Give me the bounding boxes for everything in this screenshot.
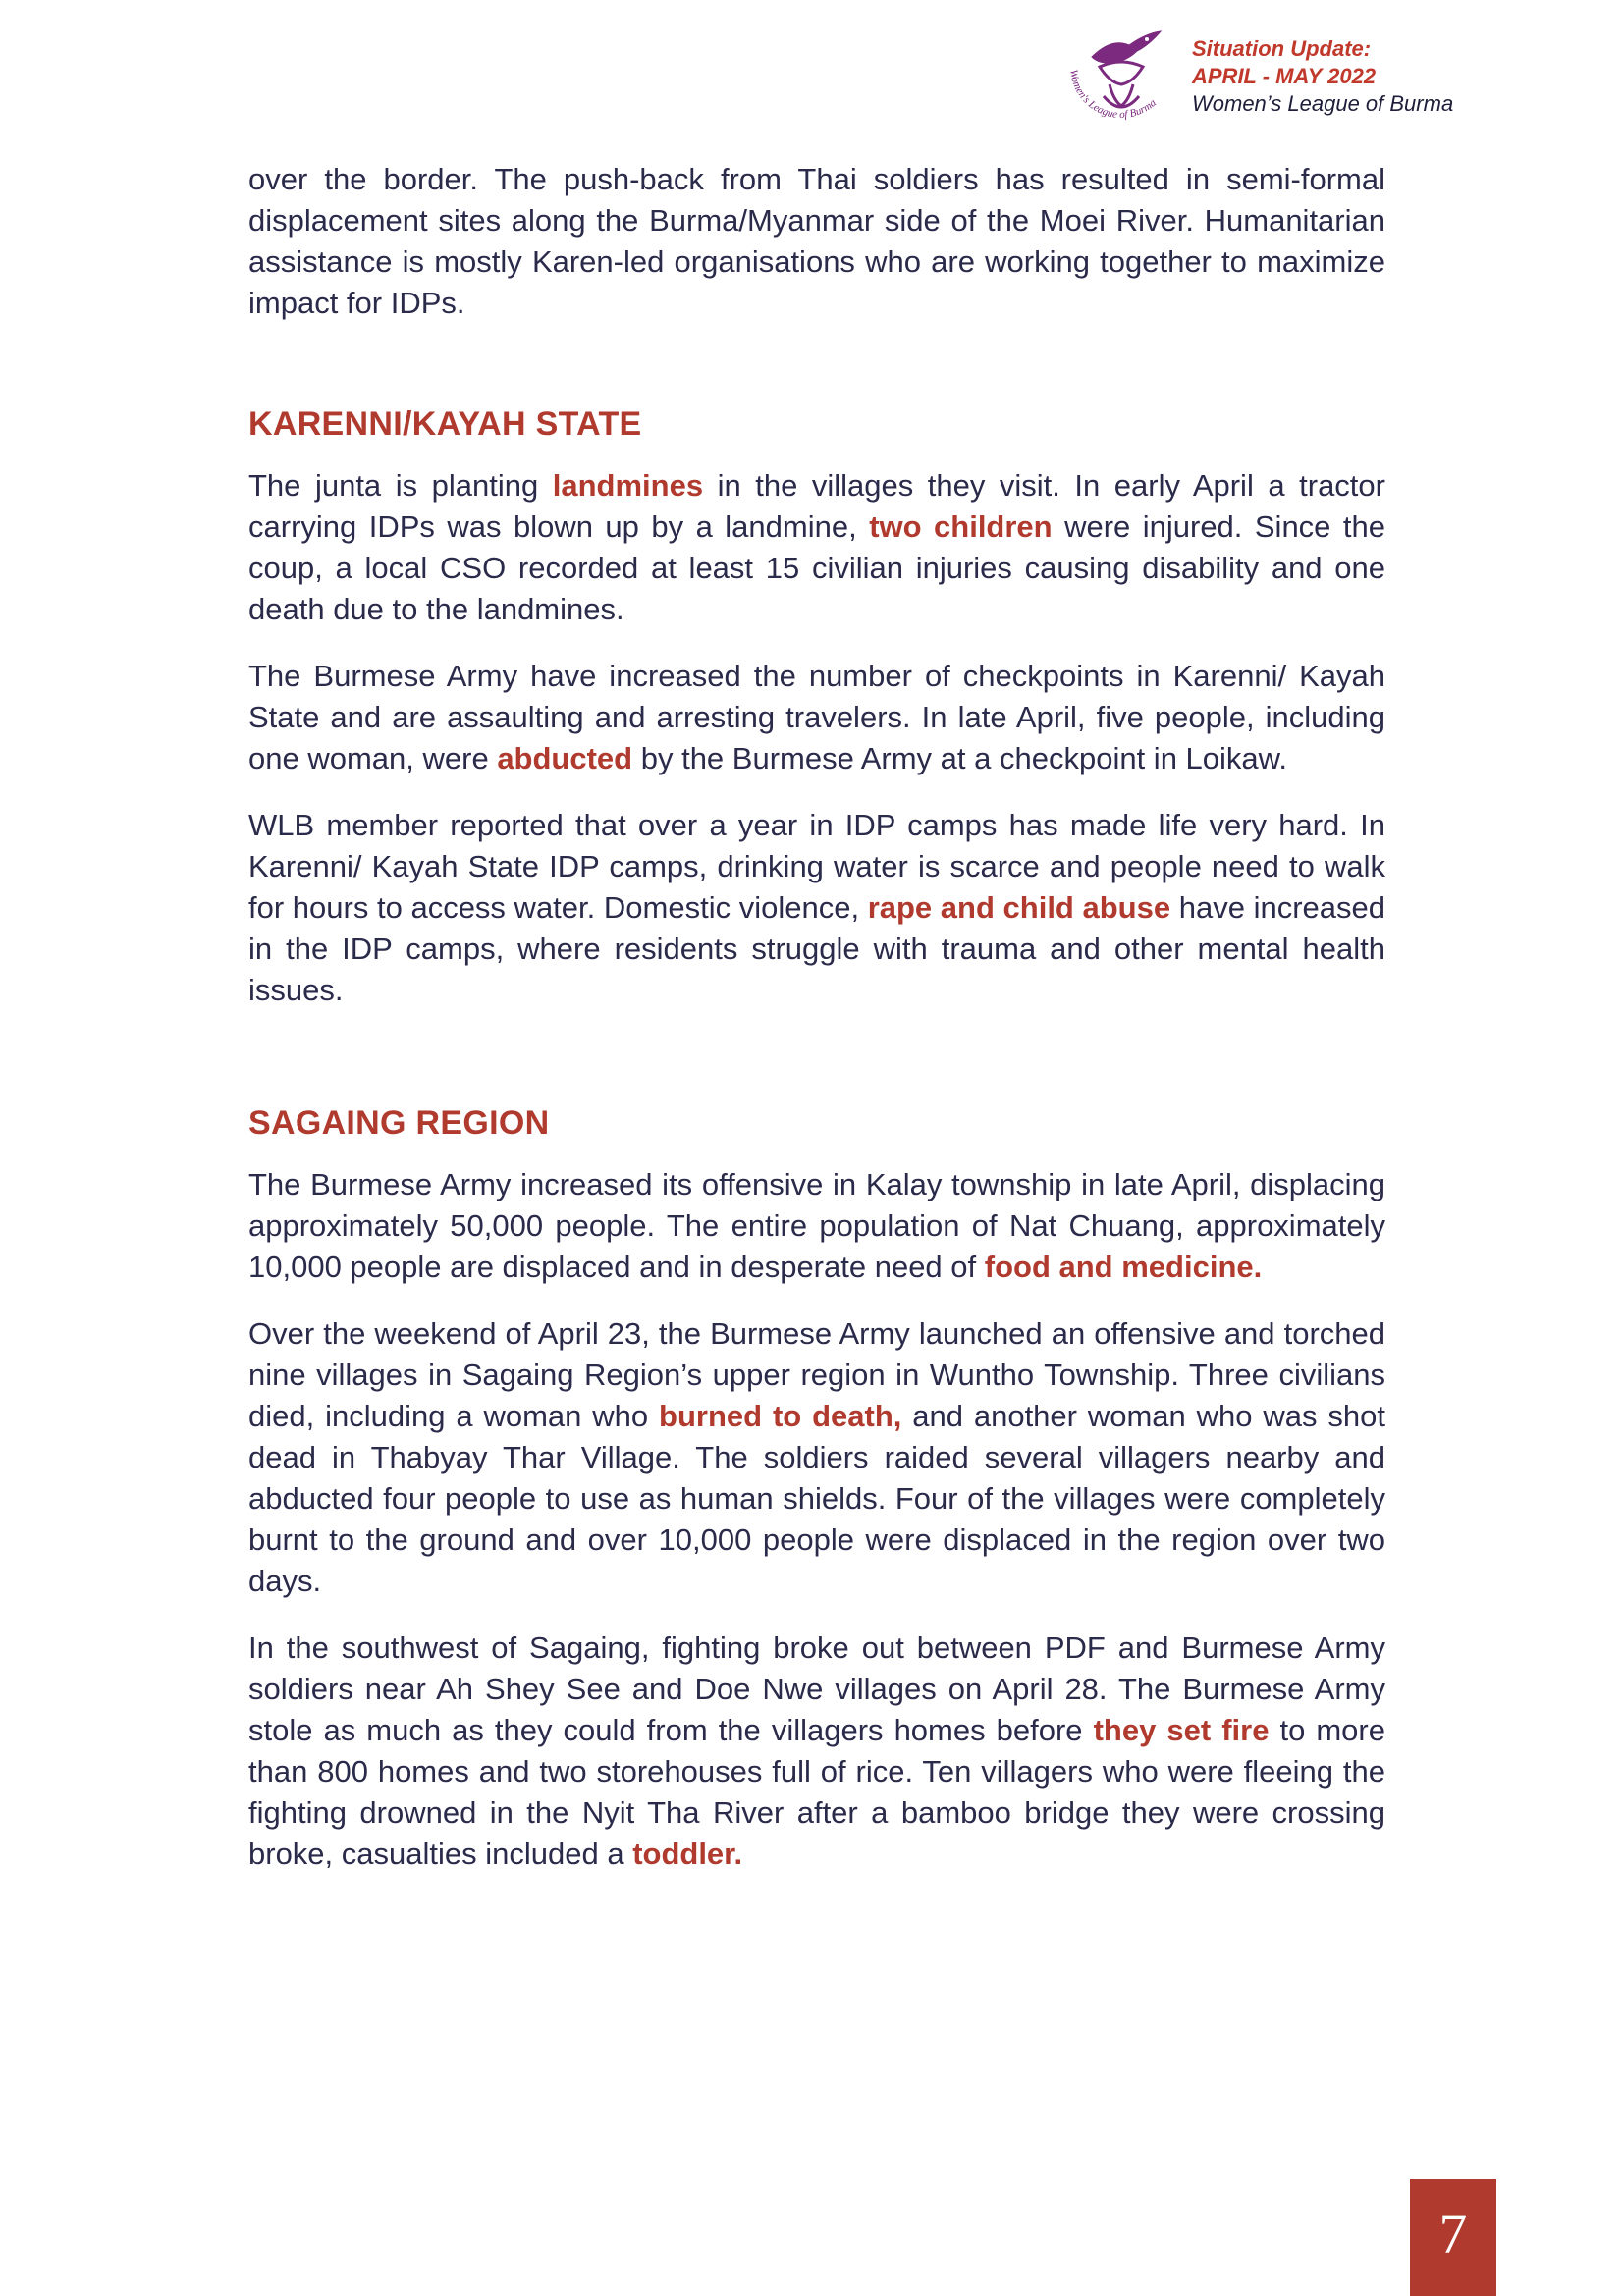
karenni-paragraph-1: [248, 465, 1385, 630]
header-line-3: Women’s League of Burma: [1192, 91, 1454, 116]
main-content: [248, 159, 1385, 1900]
highlight-burned-to-death: burned to death,: [659, 1399, 902, 1433]
highlight-they-set-fire: they set fire: [1093, 1713, 1270, 1747]
header-titles: [1192, 35, 1453, 118]
highlight-rape-child-abuse: rape and child abuse: [867, 890, 1171, 925]
karenni-paragraph-2: [248, 656, 1385, 779]
sagaing-paragraph-2: [248, 1313, 1385, 1602]
text-run: The junta is planting: [248, 468, 553, 503]
text-run: and another woman who was shot dead in Thabyay Thar Village. The soldiers raided several villagers nearby and abducted four people to use as human shields. Four of the villages were completely burnt to the ground and over 10,000 people were displaced in the region over two days.: [248, 1399, 1386, 1598]
page-number: 7: [1410, 2179, 1496, 2296]
svg-text:Women's League of Burma: Women's League of Burma: [1066, 68, 1159, 122]
text-run: to more than 800 homes and two storehouses full of rice. Ten villagers who were fleeing the fighting drowned in the Nyit Tha River after a bamboo bridge they were crossing broke, casualties included a: [248, 1713, 1385, 1871]
highlight-landmines: landmines: [552, 468, 704, 503]
text-run: WLB member reported that over a year in IDP camps has made life very hard. In Karenni/ Kayah State IDP camps, drinking water is scarce and people need to walk for hours to access water. Domestic violence,: [248, 808, 1385, 925]
page-header: [1053, 27, 1602, 135]
text-run: The Burmese Army increased its offensive in Kalay township in late April, displacing approximately 50,000 people. The entire population of Nat Chuang, approximately 10,000 people are displaced and in desperate need of: [248, 1167, 1385, 1284]
dove-logo-icon: [1053, 27, 1190, 135]
text-run: by the Burmese Army at a checkpoint in Loikaw.: [632, 741, 1287, 775]
text-run: In the southwest of Sagaing, fighting broke out between PDF and Burmese Army soldiers near Ah Shey See and Doe Nwe villages on April 28. The Burmese Army stole as much as they could from the villagers homes before: [248, 1630, 1385, 1747]
sagaing-paragraph-1: [248, 1164, 1385, 1288]
header-line-2: APRIL - MAY 2022: [1192, 64, 1377, 88]
karenni-paragraph-3: [248, 805, 1385, 1011]
sagaing-paragraph-3: [248, 1628, 1385, 1875]
intro-paragraph: over the border. The push-back from Thai soldiers has resulted in semi-formal displacement sites along the Burma/Myanmar side of the Moei River. Humanitarian assistance is mostly Karen-led organisations who are working together to maximize impact for IDPs.: [248, 162, 1385, 320]
text-run: The Burmese Army have increased the number of checkpoints in Karenni/ Kayah State and are assaulting and arresting travelers. In late April, five people, including one woman, were: [248, 659, 1385, 775]
text-run: Over the weekend of April 23, the Burmese Army launched an offensive and torched nine villages in Sagaing Region’s upper region in Wuntho Township. Three civilians died, including a woman who: [248, 1316, 1385, 1433]
header-line-1: Situation Update:: [1192, 36, 1372, 61]
karenni-heading: KARENNI/KAYAH STATE: [248, 405, 642, 443]
highlight-toddler: toddler.: [632, 1837, 743, 1871]
text-run: in the villages they visit. In early April a tractor carrying IDPs was blown up by a landmine,: [248, 468, 1385, 544]
text-run: were injured. Since the coup, a local CSO recorded at least 15 civilian injuries causing disability and one death due to the landmines.: [248, 509, 1385, 626]
highlight-two-children: two children: [869, 509, 1053, 544]
highlight-food-medicine: food and medicine.: [984, 1250, 1263, 1284]
sagaing-heading: SAGAING REGION: [248, 1104, 550, 1142]
highlight-abducted: abducted: [497, 741, 633, 775]
text-run: have increased in the IDP camps, where residents struggle with trauma and other mental health issues.: [248, 890, 1385, 1007]
